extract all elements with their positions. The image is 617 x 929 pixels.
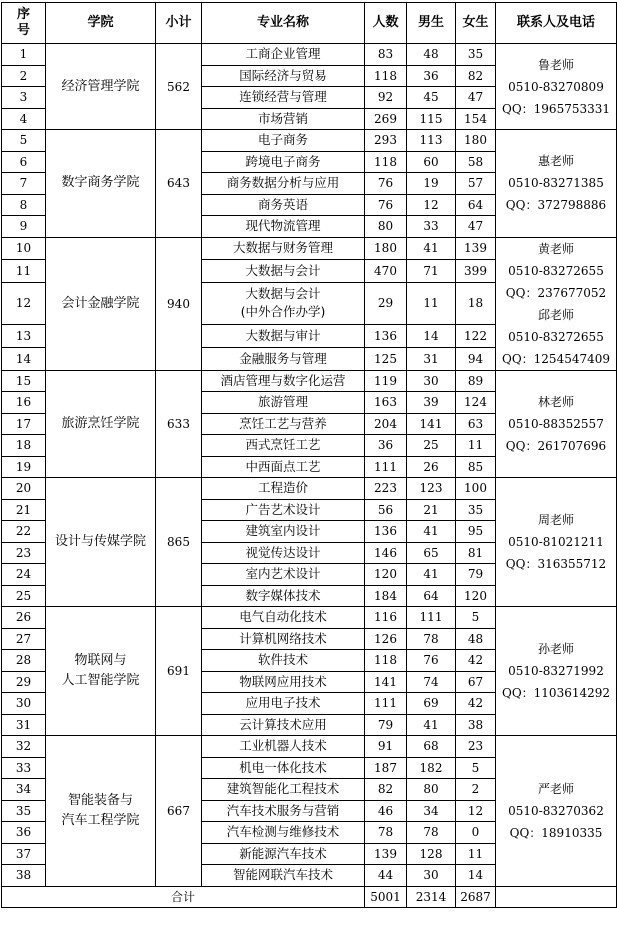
row-seq: 16	[2, 392, 46, 414]
major-male: 113	[407, 130, 456, 152]
major-total: 187	[365, 757, 407, 779]
contact-line: 邱老师	[537, 307, 574, 322]
major-male: 41	[407, 521, 456, 543]
major-name: 视觉传达设计	[202, 542, 365, 564]
major-name-note: (中外合作办学)	[240, 304, 326, 320]
enrollment-table	[1, 2, 617, 908]
row-seq: 35	[2, 800, 46, 822]
major-total: 91	[365, 736, 407, 758]
major-total: 92	[365, 87, 407, 109]
contact-line: QQ：18910335	[509, 825, 603, 840]
major-male: 141	[407, 413, 456, 435]
major-name: 云计算技术应用	[202, 714, 365, 736]
table-row	[2, 237, 617, 260]
major-male: 78	[407, 628, 456, 650]
major-name: 金融服务与管理	[202, 347, 365, 370]
major-total: 79	[365, 714, 407, 736]
major-total: 269	[365, 108, 407, 130]
major-male: 30	[407, 370, 456, 392]
major-female: 35	[456, 499, 496, 521]
major-male: 30	[407, 865, 456, 887]
college-name-line: 汽车工程学院	[61, 812, 140, 828]
major-male: 115	[407, 108, 456, 130]
major-male: 78	[407, 822, 456, 844]
major-name: 工程造价	[202, 478, 365, 500]
header-seq: 序 号	[2, 3, 46, 44]
total-row	[2, 886, 617, 907]
table-row	[2, 478, 617, 500]
major-female: 67	[456, 671, 496, 693]
row-seq: 4	[2, 108, 46, 130]
major-female: 154	[456, 108, 496, 130]
major-female: 5	[456, 757, 496, 779]
row-seq: 25	[2, 585, 46, 607]
college-subtotal: 643	[156, 130, 202, 238]
contact-line: 0510-81021211	[508, 535, 604, 549]
major-female: 399	[456, 260, 496, 283]
major-female: 94	[456, 347, 496, 370]
header-male: 男生	[407, 3, 456, 44]
major-name: 工业机器人技术	[202, 736, 365, 758]
contact-info	[496, 130, 617, 238]
major-female: 57	[456, 173, 496, 195]
college-name	[46, 607, 156, 736]
major-total: 125	[365, 347, 407, 370]
row-seq: 31	[2, 714, 46, 736]
row-seq: 6	[2, 151, 46, 173]
contact-line: 孙老师	[537, 642, 574, 656]
header-college: 学院	[46, 3, 156, 44]
major-total: 163	[365, 392, 407, 414]
contact-line: 黄老师	[537, 241, 574, 256]
row-seq: 22	[2, 521, 46, 543]
major-male: 65	[407, 542, 456, 564]
major-female: 47	[456, 216, 496, 238]
major-female: 42	[456, 693, 496, 715]
college-subtotal: 865	[156, 478, 202, 607]
major-male: 11	[407, 282, 456, 325]
college-name: 会计金融学院	[46, 237, 156, 370]
major-male: 39	[407, 392, 456, 414]
major-male: 80	[407, 779, 456, 801]
contact-line: 周老师	[537, 513, 574, 527]
major-male: 21	[407, 499, 456, 521]
row-seq: 28	[2, 650, 46, 672]
total-male: 2314	[407, 886, 456, 907]
row-seq: 38	[2, 865, 46, 887]
major-male: 14	[407, 325, 456, 348]
contact-line: 0510-83272655	[508, 329, 604, 344]
row-seq: 36	[2, 822, 46, 844]
major-name: 中西面点工艺	[202, 456, 365, 478]
major-male: 41	[407, 237, 456, 260]
major-female: 5	[456, 607, 496, 629]
contact-info	[496, 237, 617, 370]
major-name: 工商企业管理	[202, 44, 365, 66]
major-total: 56	[365, 499, 407, 521]
major-male: 41	[407, 564, 456, 586]
table-row	[2, 370, 617, 392]
row-seq: 20	[2, 478, 46, 500]
major-total: 46	[365, 800, 407, 822]
major-female: 100	[456, 478, 496, 500]
college-name: 经济管理学院	[46, 44, 156, 130]
major-male: 74	[407, 671, 456, 693]
major-total: 111	[365, 693, 407, 715]
major-name: 机电一体化技术	[202, 757, 365, 779]
major-total: 204	[365, 413, 407, 435]
table-body	[2, 44, 617, 887]
contact-line: QQ：316355712	[505, 557, 607, 571]
major-name-line: 大数据与会计	[245, 286, 321, 302]
major-female: 38	[456, 714, 496, 736]
major-name: 商务数据分析与应用	[202, 173, 365, 195]
major-name: 电子商务	[202, 130, 365, 152]
row-seq: 26	[2, 607, 46, 629]
major-total: 76	[365, 173, 407, 195]
contact-info	[496, 736, 617, 887]
major-name: 西式烹饪工艺	[202, 435, 365, 457]
total-label: 合计	[2, 886, 365, 907]
college-subtotal: 940	[156, 237, 202, 370]
college-name-line: 人工智能学院	[61, 673, 140, 688]
major-male: 182	[407, 757, 456, 779]
row-seq: 14	[2, 347, 46, 370]
major-name: 建筑室内设计	[202, 521, 365, 543]
row-seq: 8	[2, 194, 46, 216]
contact-line: QQ：1103614292	[501, 686, 611, 700]
contact-line: 严老师	[537, 781, 574, 796]
major-male: 19	[407, 173, 456, 195]
header-total: 人数	[365, 3, 407, 44]
major-female: 58	[456, 151, 496, 173]
major-total: 118	[365, 650, 407, 672]
college-name	[46, 736, 156, 887]
total-count: 5001	[365, 886, 407, 907]
major-total: 82	[365, 779, 407, 801]
major-female: 85	[456, 456, 496, 478]
row-seq: 10	[2, 237, 46, 260]
major-female: 79	[456, 564, 496, 586]
contact-line: 林老师	[537, 394, 574, 409]
major-total: 184	[365, 585, 407, 607]
major-male: 31	[407, 347, 456, 370]
major-name: 大数据与会计	[202, 260, 365, 283]
contact-line: 0510-83271992	[508, 664, 604, 678]
contact-line: 惠老师	[537, 154, 574, 169]
major-female: 11	[456, 843, 496, 865]
contact-line: 0510-83270809	[508, 79, 604, 94]
major-female: 139	[456, 237, 496, 260]
major-female: 64	[456, 194, 496, 216]
major-female: 23	[456, 736, 496, 758]
major-total: 36	[365, 435, 407, 457]
major-female: 122	[456, 325, 496, 348]
header-major: 专业名称	[202, 3, 365, 44]
major-name: 应用电子技术	[202, 693, 365, 715]
contact-line: 0510-88352557	[508, 416, 604, 431]
major-name: 室内艺术设计	[202, 564, 365, 586]
major-total: 118	[365, 65, 407, 87]
row-seq: 1	[2, 44, 46, 66]
major-name: 大数据与财务管理	[202, 237, 365, 260]
major-name	[202, 282, 365, 325]
major-male: 26	[407, 456, 456, 478]
major-female: 63	[456, 413, 496, 435]
major-total: 180	[365, 237, 407, 260]
total-female: 2687	[456, 886, 496, 907]
major-total: 139	[365, 843, 407, 865]
major-total: 120	[365, 564, 407, 586]
major-total: 141	[365, 671, 407, 693]
row-seq: 18	[2, 435, 46, 457]
row-seq: 9	[2, 216, 46, 238]
major-male: 69	[407, 693, 456, 715]
college-name: 设计与传媒学院	[46, 478, 156, 607]
row-seq: 5	[2, 130, 46, 152]
major-female: 48	[456, 628, 496, 650]
college-name-line: 物联网与	[74, 653, 127, 668]
major-total: 126	[365, 628, 407, 650]
major-total: 80	[365, 216, 407, 238]
major-name: 汽车技术服务与营销	[202, 800, 365, 822]
row-seq: 13	[2, 325, 46, 348]
major-name: 现代物流管理	[202, 216, 365, 238]
row-seq: 32	[2, 736, 46, 758]
contact-line: 0510-83270362	[508, 803, 604, 818]
major-total: 78	[365, 822, 407, 844]
header-row	[2, 3, 617, 44]
row-seq: 11	[2, 260, 46, 283]
major-total: 223	[365, 478, 407, 500]
college-name: 数字商务学院	[46, 130, 156, 238]
row-seq: 30	[2, 693, 46, 715]
major-female: 47	[456, 87, 496, 109]
major-name: 烹饪工艺与营养	[202, 413, 365, 435]
contact-line: 0510-83272655	[508, 263, 604, 278]
contact-line: QQ：372798886	[505, 198, 607, 213]
major-total: 146	[365, 542, 407, 564]
major-male: 64	[407, 585, 456, 607]
contact-line: 0510-83271385	[508, 176, 604, 191]
major-male: 36	[407, 65, 456, 87]
contact-line: QQ：237677052	[505, 285, 607, 300]
major-male: 48	[407, 44, 456, 66]
total-contact-empty	[496, 886, 617, 907]
major-female: 11	[456, 435, 496, 457]
major-male: 76	[407, 650, 456, 672]
row-seq: 3	[2, 87, 46, 109]
row-seq: 7	[2, 173, 46, 195]
major-male: 128	[407, 843, 456, 865]
contact-info	[496, 478, 617, 607]
table-row	[2, 736, 617, 758]
major-total: 136	[365, 325, 407, 348]
college-name: 旅游烹饪学院	[46, 370, 156, 478]
major-female: 81	[456, 542, 496, 564]
major-female: 42	[456, 650, 496, 672]
major-male: 45	[407, 87, 456, 109]
college-name-line: 智能装备与	[67, 792, 133, 808]
major-male: 25	[407, 435, 456, 457]
major-name: 建筑智能化工程技术	[202, 779, 365, 801]
major-name: 计算机网络技术	[202, 628, 365, 650]
major-name: 汽车检测与维修技术	[202, 822, 365, 844]
row-seq: 19	[2, 456, 46, 478]
major-female: 12	[456, 800, 496, 822]
row-seq: 29	[2, 671, 46, 693]
contact-line: QQ：1965753331	[501, 101, 611, 116]
major-male: 33	[407, 216, 456, 238]
major-male: 111	[407, 607, 456, 629]
college-subtotal: 691	[156, 607, 202, 736]
major-male: 41	[407, 714, 456, 736]
row-seq: 2	[2, 65, 46, 87]
header-subtotal: 小计	[156, 3, 202, 44]
major-name: 连锁经营与管理	[202, 87, 365, 109]
major-female: 18	[456, 282, 496, 325]
row-seq: 27	[2, 628, 46, 650]
major-name: 软件技术	[202, 650, 365, 672]
row-seq: 12	[2, 282, 46, 325]
major-name: 智能网联汽车技术	[202, 865, 365, 887]
contact-info	[496, 370, 617, 478]
major-name: 电气自动化技术	[202, 607, 365, 629]
row-seq: 21	[2, 499, 46, 521]
contact-info	[496, 607, 617, 736]
major-name: 市场营销	[202, 108, 365, 130]
major-name: 国际经济与贸易	[202, 65, 365, 87]
major-male: 60	[407, 151, 456, 173]
row-seq: 34	[2, 779, 46, 801]
row-seq: 37	[2, 843, 46, 865]
contact-line: QQ：1254547409	[501, 351, 611, 366]
table-row	[2, 607, 617, 629]
major-name: 跨境电子商务	[202, 151, 365, 173]
major-total: 76	[365, 194, 407, 216]
table-row	[2, 130, 617, 152]
major-female: 2	[456, 779, 496, 801]
college-subtotal: 633	[156, 370, 202, 478]
major-name: 商务英语	[202, 194, 365, 216]
major-name: 物联网应用技术	[202, 671, 365, 693]
major-total: 44	[365, 865, 407, 887]
major-total: 111	[365, 456, 407, 478]
major-name: 新能源汽车技术	[202, 843, 365, 865]
major-total: 293	[365, 130, 407, 152]
college-subtotal: 562	[156, 44, 202, 130]
row-seq: 33	[2, 757, 46, 779]
major-female: 89	[456, 370, 496, 392]
major-male: 34	[407, 800, 456, 822]
contact-line: QQ：261707696	[505, 438, 607, 453]
major-name: 大数据与审计	[202, 325, 365, 348]
major-total: 29	[365, 282, 407, 325]
row-seq: 24	[2, 564, 46, 586]
major-female: 124	[456, 392, 496, 414]
contact-line: 鲁老师	[537, 57, 574, 72]
college-subtotal: 667	[156, 736, 202, 887]
major-female: 180	[456, 130, 496, 152]
major-name: 旅游管理	[202, 392, 365, 414]
row-seq: 15	[2, 370, 46, 392]
major-total: 119	[365, 370, 407, 392]
row-seq: 23	[2, 542, 46, 564]
major-male: 123	[407, 478, 456, 500]
header-contact: 联系人及电话	[496, 3, 617, 44]
major-female: 35	[456, 44, 496, 66]
major-total: 83	[365, 44, 407, 66]
major-name: 广告艺术设计	[202, 499, 365, 521]
major-name: 酒店管理与数字化运营	[202, 370, 365, 392]
major-female: 0	[456, 822, 496, 844]
major-male: 12	[407, 194, 456, 216]
major-total: 136	[365, 521, 407, 543]
major-total: 118	[365, 151, 407, 173]
table-row	[2, 44, 617, 66]
major-male: 71	[407, 260, 456, 283]
major-female: 82	[456, 65, 496, 87]
contact-info	[496, 44, 617, 130]
header-female: 女生	[456, 3, 496, 44]
major-female: 120	[456, 585, 496, 607]
major-total: 116	[365, 607, 407, 629]
row-seq: 17	[2, 413, 46, 435]
major-female: 14	[456, 865, 496, 887]
major-name: 数字媒体技术	[202, 585, 365, 607]
major-total: 470	[365, 260, 407, 283]
major-male: 68	[407, 736, 456, 758]
major-female: 95	[456, 521, 496, 543]
